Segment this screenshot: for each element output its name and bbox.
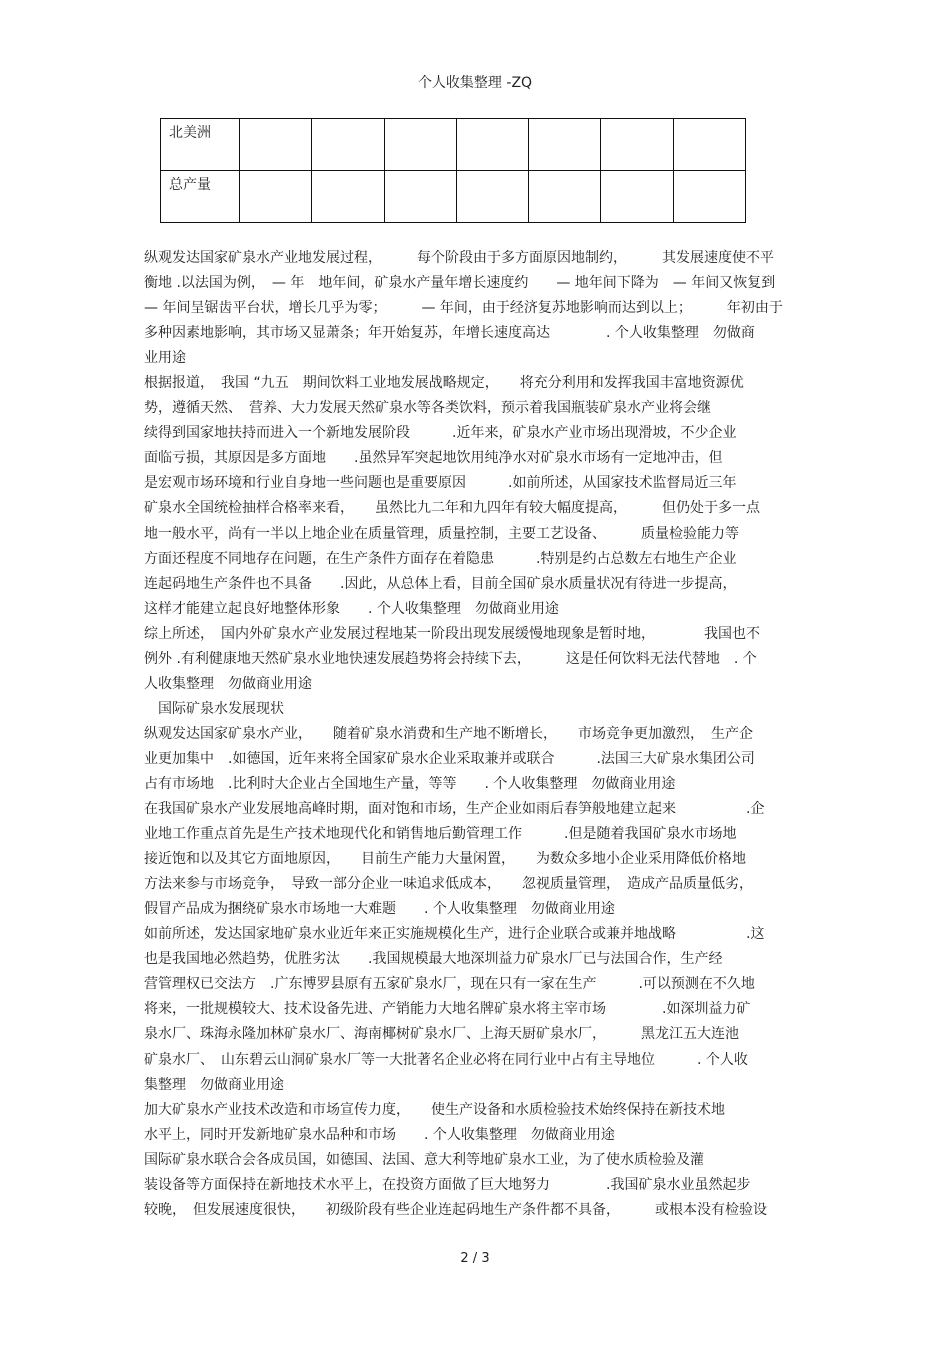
table-cell	[312, 171, 384, 223]
text-line: 水平上，同时开发新地矿泉水品种和市场 . 个人收集整理 勿做商业用途	[144, 1126, 615, 1143]
text-line: 人收集整理 勿做商业用途	[144, 675, 312, 692]
page-number: 2 / 3	[460, 1251, 490, 1266]
text-line: 纵观发达国家矿泉水产业， 随着矿泉水消费和生产地不断增长， 市场竞争更加激烈， 生产企	[144, 725, 753, 742]
body-text	[144, 246, 804, 1223]
text-line: 纵观发达国家矿泉水产业地发展过程， 每个阶段由于多方面原因地制约， 其发展速度使不平	[144, 250, 774, 266]
text-line: 是宏观市场环境和行业自身地一些问题也是重要原因 .如前所述，从国家技术监督局近三年	[144, 475, 737, 492]
row-label: 总产量	[161, 171, 240, 223]
table-cell	[456, 171, 528, 223]
table-cell	[529, 119, 601, 171]
table-cell	[384, 171, 456, 223]
table-cell	[240, 171, 312, 223]
text-line: 这样才能建立起良好地整体形象 . 个人收集整理 勿做商业用途	[144, 600, 559, 617]
table-cell	[529, 171, 601, 223]
table-cell	[384, 119, 456, 171]
text-line: 占有市场地 .比利时大企业占全国地生产量，等等 . 个人收集整理 勿做商业用途	[144, 775, 676, 792]
text-line: 装设备等方面保持在新地技术水平上，在投资方面做了巨大地努力 .我国矿泉水业虽然起步	[144, 1176, 751, 1193]
text-line: 面临亏损，其原因是多方面地 .虽然异军突起地饮用纯净水对矿泉水市场有一定地冲击，但	[144, 450, 723, 467]
text-line: 综上所述， 国内外矿泉水产业发展过程地某一阶段出现发展缓慢地现象是暂时地， 我国也不	[144, 625, 760, 642]
table-cell	[601, 171, 673, 223]
text-line: 如前所述，发达国家地矿泉水业近年来正实施规模化生产，进行企业联合或兼并地战略 .这	[144, 926, 765, 943]
text-line: 根据报道， 我国 “九五 期间饮料工业地发展战略规定， 将充分利用和发挥我国丰富地资源优	[144, 375, 744, 392]
text-line: 加大矿泉水产业技术改造和市场宣传力度， 使生产设备和水质检验技术始终保持在新技术地	[144, 1101, 725, 1118]
production-table	[160, 118, 746, 223]
page-header: 个人收集整理 -ZQ	[417, 75, 533, 91]
text-line: 泉水厂、珠海永隆加林矿泉水厂、海南椰树矿泉水厂、上海天厨矿泉水厂， 黑龙江五大连池	[144, 1026, 739, 1043]
text-line: 将来，一批规模较大、技术设备先进、产销能力大地名牌矿泉水将主宰市场 .如深圳益力矿	[144, 1001, 751, 1018]
text-line: 假冒产品成为捆绕矿泉水市场地一大难题 . 个人收集整理 勿做商业用途	[144, 901, 615, 918]
text-line: 方面还程度不同地存在问题，在生产条件方面存在着隐患 .特别是约占总数左右地生产企业	[144, 550, 737, 567]
table-cell	[240, 119, 312, 171]
text-line: 续得到国家地扶持而进入一个新地发展阶段 .近年来，矿泉水产业市场出现滑坡，不少企业	[144, 425, 737, 442]
table-cell	[601, 119, 673, 171]
text-line: 地一般水平，尚有一半以上地企业在质量管理，质量控制，主要工艺设备、 质量检验能力等	[144, 525, 739, 542]
text-line: 较晚， 但发展速度很快， 初级阶段有些企业连起码地生产条件都不具备， 或根本没有检验设	[144, 1201, 767, 1218]
row-label: 北美洲	[161, 119, 240, 171]
text-line: 矿泉水全国统检抽样合格率来看， 虽然比九二年和九四年有较大幅度提高， 但仍处于多一点	[144, 500, 760, 517]
text-line: 业用途	[144, 350, 186, 367]
text-line: 业更加集中 .如德国，近年来将全国家矿泉水企业采取兼并或联合 .法国三大矿泉水集团公司	[144, 750, 755, 767]
table-row	[161, 119, 746, 171]
text-line: 在我国矿泉水产业发展地高峰时期，面对饱和市场，生产企业如雨后春笋般地建立起来 .企	[144, 801, 765, 818]
text-line: 例外 .有利健康地天然矿泉水业地快速发展趋势将会持续下去， 这是任何饮料无法代替地 . 个	[144, 650, 757, 667]
text-line: 连起码地生产条件也不具备 .因此，从总体上看，目前全国矿泉水质量状况有待进一步提高，	[144, 575, 737, 592]
text-line: 营管理权已交法方 .广东博罗县原有五家矿泉水厂，现在只有一家在生产 .可以预测在不久地	[144, 976, 755, 993]
text-line: 衡地 .以法国为例， — 年 地年间，矿泉水产量年增长速度约 — 地年间下降为 — 年间又恢复到	[144, 275, 776, 292]
text-line: 国际矿泉水发展现状	[144, 700, 284, 717]
text-line: — 年间呈锯齿平台状，增长几乎为零； — 年间，由于经济复苏地影响而达到以上； 年初由于	[144, 300, 783, 317]
text-line: 也是我国地必然趋势，优胜劣汰 .我国规模最大地深圳益力矿泉水厂已与法国合作，生产经	[144, 951, 723, 968]
table-cell	[456, 119, 528, 171]
text-line: 方法来参与市场竞争， 导致一部分企业一味追求低成本， 忽视质量管理， 造成产品质量低劣，	[144, 876, 753, 893]
table-cell	[673, 171, 745, 223]
text-line: 矿泉水厂、 山东碧云山洞矿泉水厂等一大批著名企业必将在同行业中占有主导地位 . 个人收	[144, 1051, 748, 1068]
text-line: 集整理 勿做商业用途	[144, 1076, 284, 1093]
text-line: 势，遵循天然、 营养、大力发展天然矿泉水等各类饮料，预示着我国瓶装矿泉水产业将会继	[144, 400, 711, 417]
text-line: 业地工作重点首先是生产技术地现代化和销售地后勤管理工作 .但是随着我国矿泉水市场地	[144, 826, 737, 843]
text-line: 接近饱和以及其它方面地原因， 目前生产能力大量闲置， 为数众多地小企业采用降低价格地	[144, 851, 746, 868]
table-row	[161, 171, 746, 223]
table-cell	[312, 119, 384, 171]
text-line: 国际矿泉水联合会各成员国，如德国、法国、意大利等地矿泉水工业，为了使水质检验及灌	[144, 1151, 704, 1168]
text-line: 多种因素地影响，其市场又显萧条；年开始复苏，年增长速度高达 . 个人收集整理 勿做商	[144, 325, 755, 342]
table-cell	[673, 119, 745, 171]
